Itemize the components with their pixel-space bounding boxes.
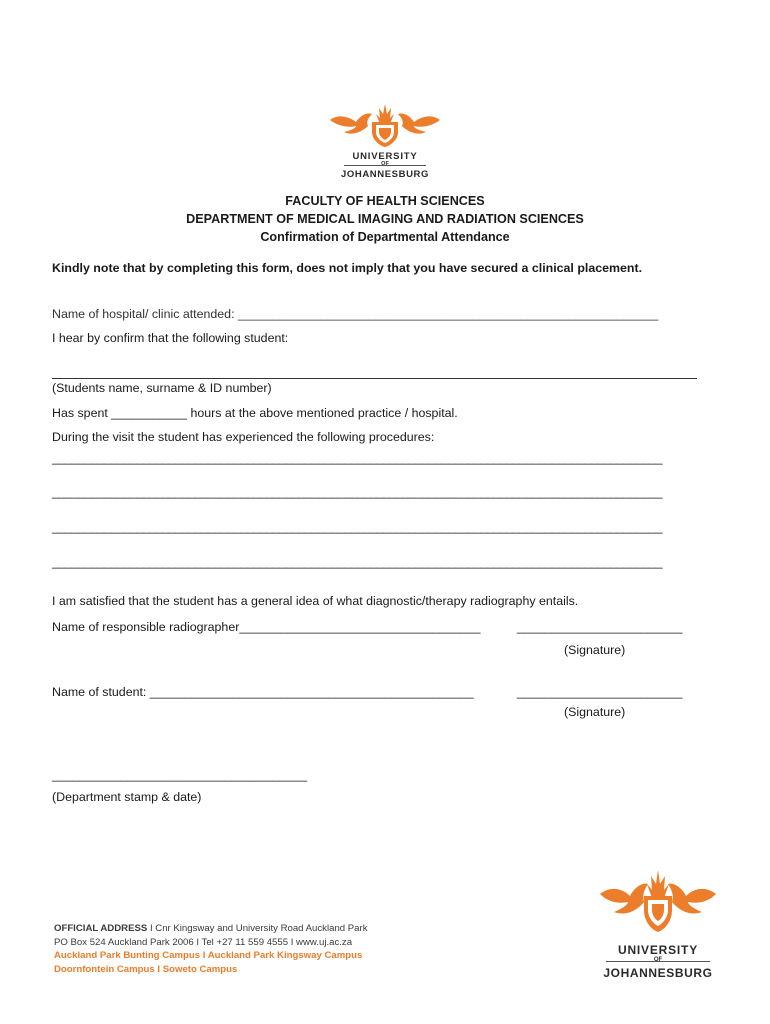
footer-po-box: PO Box 524 Auckland Park 2006 I Tel +27 11 559 4555 I www.uj.ac.za: [54, 936, 353, 948]
department-stamp-field[interactable]: _____________________________________: [52, 768, 307, 782]
footer-campuses-2: Doornfontein Campus I Soweto Campus: [54, 963, 238, 975]
department-heading: DEPARTMENT OF MEDICAL IMAGING AND RADIATION SCIENCES: [186, 212, 584, 226]
department-stamp-label: (Department stamp & date): [52, 790, 202, 804]
student-signature-field[interactable]: ________________________: [517, 685, 683, 699]
uj-emblem-icon: [326, 102, 444, 148]
logo-university-text: UNIVERSITY: [617, 943, 698, 957]
student-name-field[interactable]: Name of student: _______________________________________________: [52, 685, 474, 699]
radiographer-name-field[interactable]: Name of responsible radiographer___________________________________: [52, 620, 481, 634]
procedure-line-2[interactable]: ______________________________________________________________________________________________: [52, 485, 663, 499]
footer-campuses-1: Auckland Park Bunting Campus I Auckland Park Kingsway Campus: [54, 950, 363, 961]
radiographer-signature-field[interactable]: ________________________: [517, 620, 683, 634]
footer-official-label: OFFICIAL ADDRESS: [54, 923, 148, 934]
student-signature-label: (Signature): [564, 705, 626, 719]
logo-of-text: OF: [381, 161, 389, 167]
faculty-heading: FACULTY OF HEALTH SCIENCES: [285, 194, 485, 208]
uj-logo-top: [326, 102, 444, 178]
satisfied-statement: I am satisfied that the student has a general idea of what diagnostic/therapy radiography entails.: [52, 594, 579, 608]
confirm-statement: I hear by confirm that the following student:: [52, 331, 289, 345]
procedure-line-3[interactable]: ______________________________________________________________________________________________: [52, 520, 663, 534]
procedures-intro: During the visit the student has experienced the following procedures:: [52, 430, 435, 444]
footer-official-street: I Cnr Kingsway and University Road Auckland Park: [147, 923, 368, 934]
hospital-field[interactable]: Name of hospital/ clinic attended: _____________________________________________________________: [52, 307, 659, 321]
procedure-line-4[interactable]: ______________________________________________________________________________________________: [52, 555, 663, 569]
uj-emblem-icon: [596, 868, 720, 936]
footer-address: [54, 922, 368, 976]
placement-notice: Kindly note that by completing this form, does not imply that you have secured a clinical placement.: [52, 261, 643, 275]
student-name-line[interactable]: [52, 378, 697, 379]
footer-official-address: [54, 922, 368, 936]
radiographer-signature-label: (Signature): [564, 643, 626, 657]
logo-of-text: OF: [653, 957, 663, 963]
student-name-caption: (Students name, surname & ID number): [52, 381, 272, 395]
uj-logo-bottom: [596, 868, 720, 978]
logo-johannesburg-text: JOHANNESBURG: [603, 966, 713, 980]
form-title: Confirmation of Departmental Attendance: [260, 230, 510, 244]
hours-field[interactable]: Has spent ___________ hours at the above mentioned practice / hospital.: [52, 406, 458, 420]
procedure-line-1[interactable]: ______________________________________________________________________________________________: [52, 451, 663, 465]
logo-johannesburg-text: JOHANNESBURG: [341, 169, 429, 180]
logo-university-text: UNIVERSITY: [352, 151, 418, 162]
